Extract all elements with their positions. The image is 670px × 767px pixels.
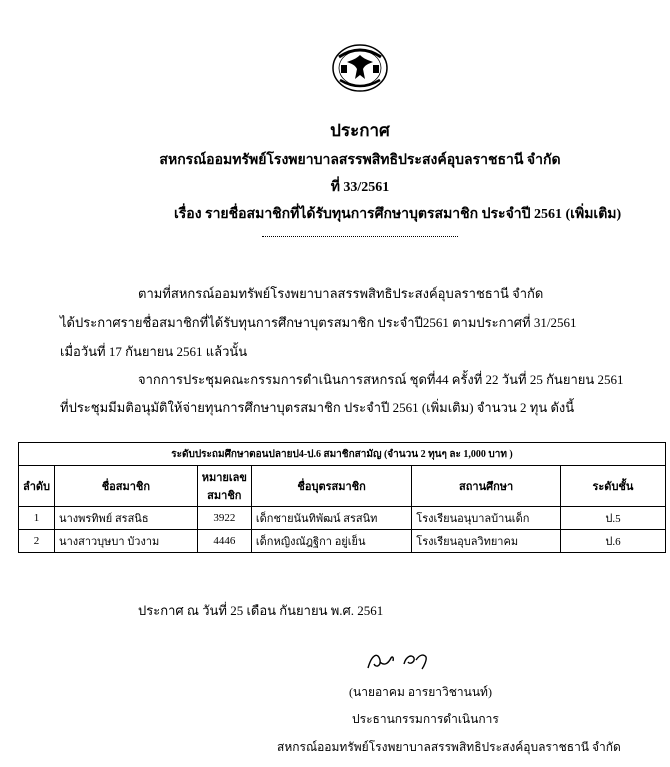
row-grade: ป.5 <box>560 507 665 530</box>
body-line-1: ตามที่สหกรณ์ออมทรัพย์โรงพยาบาลสรรพสิทธิประสงค์อุบลราชธานี จำกัด <box>138 286 544 301</box>
announcement-date: ประกาศ ณ วันที่ 25 เดือน กันยายน พ.ศ. 2561 <box>138 603 384 618</box>
body-line-4: จากการประชุมคณะกรรมการดำเนินการสหกรณ์ ชุดที่44 ครั้งที่ 22 วันที่ 25 กันยายน 2561 <box>138 372 624 387</box>
header-school: สถานศึกษา <box>412 466 561 507</box>
cooperative-seal-logo <box>331 43 389 93</box>
handwritten-signature <box>364 648 434 672</box>
body-line-3: เมื่อวันที่ 17 กันยายน 2561 แล้วนั้น <box>60 344 248 359</box>
table-caption: ระดับประถมศึกษาตอนปลายป4-ป.6 สมาชิกสามัญ (จำนวน 2 ทุนๆ ละ 1,000 บาท ) <box>19 443 666 466</box>
row-school: โรงเรียนอนุบาลบ้านเด็ก <box>412 507 561 530</box>
row-school: โรงเรียนอุบลวิทยาคม <box>412 530 561 553</box>
row-child: เด็กชายนันทิพัฒน์ สรสนิท <box>251 507 411 530</box>
row-member-number: 4446 <box>197 530 251 553</box>
header-child: ชื่อบุตรสมาชิก <box>251 466 411 507</box>
row-no: 1 <box>19 507 55 530</box>
announcement-subject: เรื่อง รายชื่อสมาชิกที่ได้รับทุนการศึกษาบุตรสมาชิก ประจำปี 2561 (เพิ่มเติม) <box>174 207 622 222</box>
row-member: นางพรทิพย์ สรสนิธ <box>55 507 198 530</box>
row-member: นางสาวบุษบา บัวงาม <box>55 530 198 553</box>
signer-organization: สหกรณ์ออมทรัพย์โรงพยาบาลสรรพสิทธิประสงค์อุบลราชธานี จำกัด <box>277 740 621 754</box>
header-member-number-line-2: สมาชิก <box>207 490 242 502</box>
body-line-5: ที่ประชุมมีมติอนุมัติให้จ่ายทุนการศึกษาบุตรสมาชิก ประจำปี 2561 (เพิ่มเติม) จำนวน 2 ทุน ดังนี้ <box>60 400 575 415</box>
row-member-number: 3922 <box>197 507 251 530</box>
signer-title: ประธานกรรมการดำเนินการ <box>352 712 499 726</box>
row-grade: ป.6 <box>560 530 665 553</box>
row-no: 2 <box>19 530 55 553</box>
header-member: ชื่อสมาชิก <box>55 466 198 507</box>
header-no: ลำดับ <box>19 466 55 507</box>
table-row <box>19 530 666 553</box>
dotted-separator <box>262 236 458 237</box>
table-row <box>19 507 666 530</box>
header-member-number <box>197 466 251 507</box>
signer-name: (นายอาคม อารยาวิชานนท์) <box>349 685 492 699</box>
scholarship-table <box>18 442 666 553</box>
row-child: เด็กหญิงณัฎฐิกา อยู่เย็น <box>251 530 411 553</box>
header-member-number-line-1: หมายเลข <box>201 472 247 484</box>
body-line-2: ได้ประกาศรายชื่อสมาชิกที่ได้รับทุนการศึกษาบุตรสมาชิก ประจำปี2561 ตามประกาศที่ 31/2561 <box>60 315 577 330</box>
announcement-number: ที่ 33/2561 <box>330 180 390 195</box>
announcement-title: ประกาศ <box>330 121 390 140</box>
organization-name: สหกรณ์ออมทรัพย์โรงพยาบาลสรรพสิทธิประสงค์อุบลราชธานี จำกัด <box>159 153 561 168</box>
header-grade: ระดับชั้น <box>560 466 665 507</box>
